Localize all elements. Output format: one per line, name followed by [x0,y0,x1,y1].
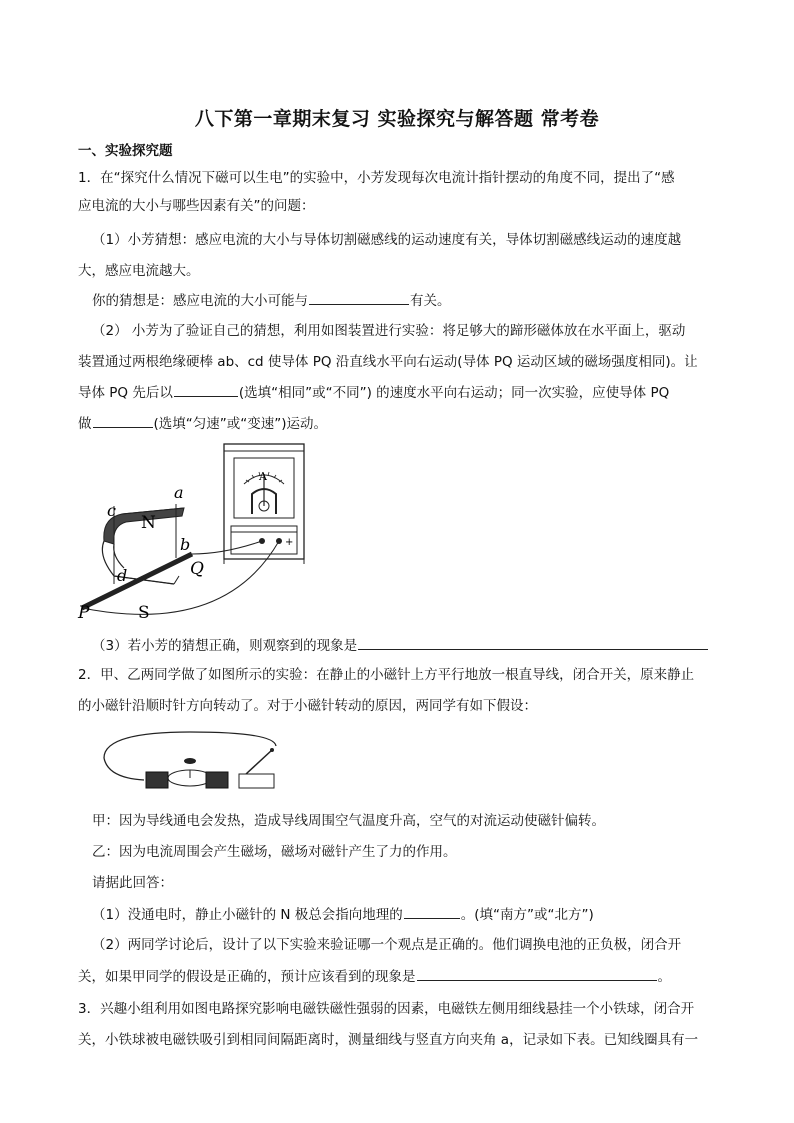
q1-guess [92,291,451,310]
label-a: a [174,483,184,502]
q1-part2-line-4 [78,414,327,433]
q2-line-2: 的小磁针沿顺时针方向转动了。对于小磁针转动的原因，两同学有如下假设： [78,698,537,714]
answer-blank[interactable] [93,414,153,428]
label-Q: Q [190,559,204,579]
q1-part2-line-3 [78,383,669,402]
q1-part2-suffix: (选填“相同”或“不同”) 的速度水平向右运动；同一次实验，应使导体 PQ [238,385,670,401]
q2-answer-prompt: 请据此回答： [92,875,173,891]
label-N: N [141,513,156,533]
answer-blank[interactable] [404,905,460,919]
q1-part2-prefix2: 做 [78,416,92,432]
label-d: d [117,566,128,585]
answer-blank[interactable] [358,636,708,650]
q1-part2-line-1: （2） 小芳为了验证自己的猜想，利用如图装置进行实验：将足够大的蹄形磁体放在水平面上，驱动 [92,323,686,339]
q1-line-2: 应电流的大小与哪些因素有关”的问题： [78,198,315,214]
guess-text: 你的猜想是：感应电流的大小可能与 [92,293,308,309]
switch-icon [239,748,274,788]
q3-line-2: 关，小铁球被电磁铁吸引到相同间隔距离时，测量细线与竖直方向夹角 a，记录如下表。已知线圈具有一 [78,1032,699,1048]
q1-part2-prefix: 导体 PQ 先后以 [78,385,173,401]
q2-experiment-figure [94,728,294,798]
q2-part2-text: 关，如果甲同学的假设是正确的，预计应该看到的现象是 [78,969,416,985]
q1-experiment-figure [74,436,414,626]
label-P: P [78,603,90,623]
answer-blank[interactable] [309,291,409,305]
q2-part1 [92,905,594,924]
page-title: 八下第一章期末复习 实验探究与解答题 常考卷 [194,108,600,130]
answer-blank[interactable] [174,383,238,397]
q1-part2-suffix2: (选填“匀速”或“变速”)运动。 [153,416,328,432]
label-plus: + [285,537,294,548]
q2-part2-line-2 [78,967,671,986]
q2-part1-text: （1）没通电时，静止小磁针的 N 极总会指向地理的 [92,907,403,923]
q2-part2-line-1: （2）两同学讨论后，设计了以下实验来验证哪一个观点是正确的。他们调换电池的正负极，闭合开 [92,937,682,953]
label-A: A [259,470,267,483]
answer-blank[interactable] [417,967,657,981]
q1-part3-text: （3）若小芳的猜想正确，则观察到的现象是 [92,638,358,654]
section-heading: 一、实验探究题 [78,143,173,159]
q2-line-1: 2．甲、乙两同学做了如图所示的实验：在静止的小磁针上方平行地放一根直导线，闭合开关，原来静止 [78,667,695,683]
q1-part1-line-2: 大，感应电流越大。 [78,263,200,279]
q1-part3 [92,636,709,655]
q1-part1-line-1: （1）小芳猜想：感应电流的大小与导体切割磁感线的运动速度有关，导体切割磁感线运动的速度越 [92,232,682,248]
q2-part2-suffix: 。 [657,969,671,985]
q2-part1-suffix: 。(填“南方”或“北方”) [460,907,594,923]
q1-part2-line-2: 装置通过两根绝缘硬棒 ab、cd 使导体 PQ 沿直线水平向右运动(导体 PQ 运动区域的磁场强度相同)。让 [78,354,698,370]
q3-line-1: 3．兴趣小组利用如图电路探究影响电磁铁磁性强弱的因素，电磁铁左侧用细线悬挂一个小铁球，闭合开 [78,1001,695,1017]
label-b: b [180,535,191,554]
q2-hypothesis-yi: 乙：因为电流周围会产生磁场，磁场对磁针产生了力的作用。 [92,844,457,860]
q1-line-1: 1．在“探究什么情况下磁可以生电”的实验中，小芳发现每次电流计指针摆动的角度不同，提出了“感 [78,170,675,186]
label-c: c [107,501,116,520]
guess-suffix: 有关。 [410,293,451,309]
compass-icon [168,758,212,786]
q2-hypothesis-jia: 甲：因为导线通电会发热，造成导线周围空气温度升高，空气的对流运动使磁针偏转。 [92,813,605,829]
label-S: S [138,603,150,623]
